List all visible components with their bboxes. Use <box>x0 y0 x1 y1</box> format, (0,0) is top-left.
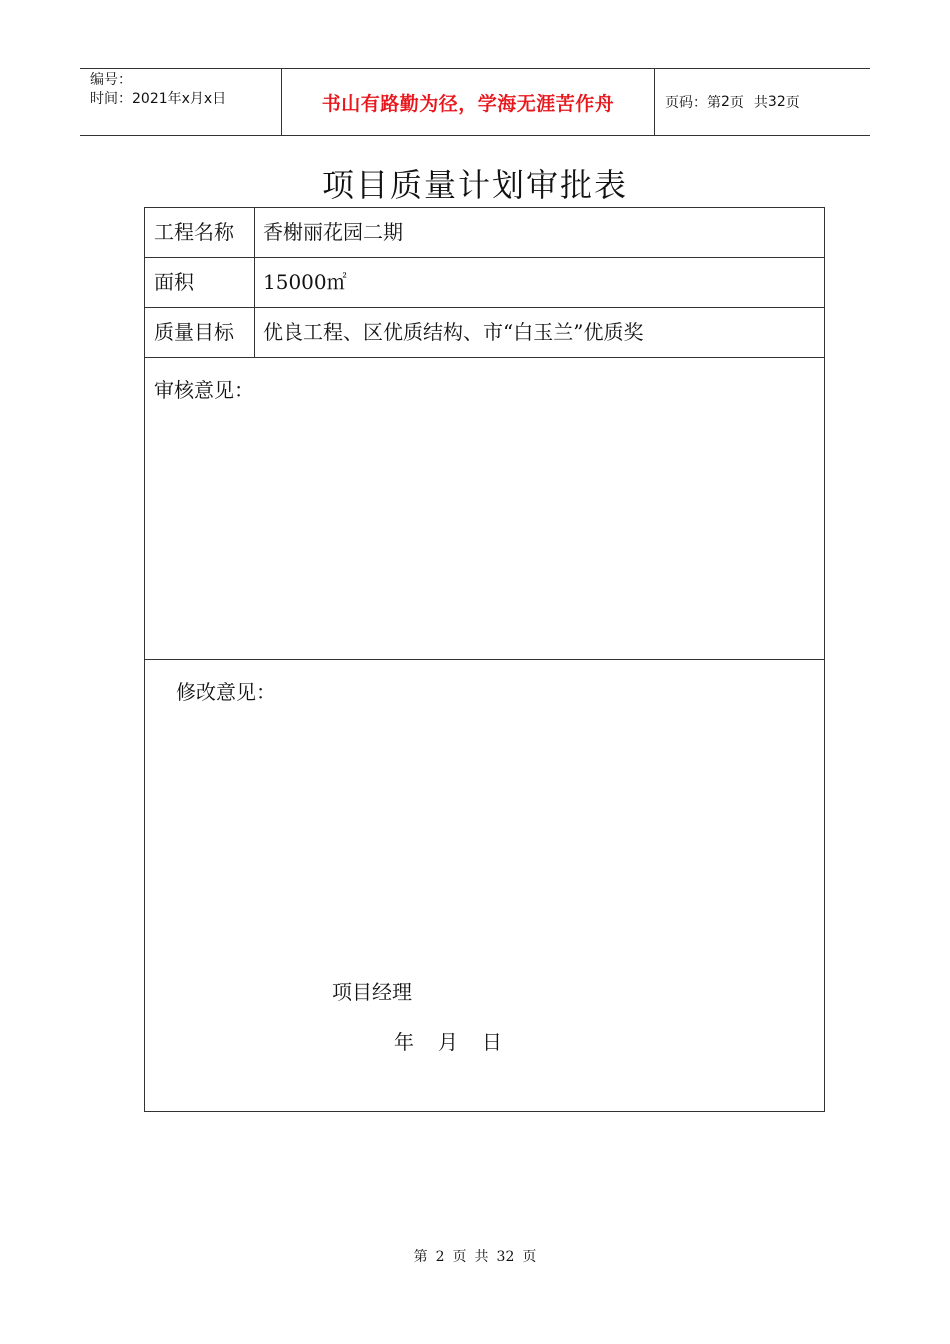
area-value: 15000㎡ <box>263 270 347 294</box>
modify-opinion-label: 修改意见： <box>176 680 276 704</box>
page-info-total: 32 <box>767 94 786 110</box>
project-name-label: 工程名称 <box>145 208 255 257</box>
header-motto: 书山有路勤为径，学海无涯苦作舟 <box>321 92 615 115</box>
area-label: 面积 <box>145 258 255 307</box>
quality-goal-label: 质量目标 <box>145 308 255 357</box>
page-footer <box>0 1246 950 1266</box>
review-opinion-label: 审核意见： <box>154 378 254 402</box>
quality-goal-value: 优良工程、区优质结构、市“白玉兰”优质奖 <box>263 320 644 344</box>
header-page-info <box>655 69 870 135</box>
footer-page-mid: 页 <box>452 1249 467 1265</box>
time-label: 时间：2021年x月x日 <box>90 91 227 107</box>
project-name-value: 香榭丽花园二期 <box>263 220 403 244</box>
page-info-prefix: 页码：第 <box>665 95 721 111</box>
page-info-mid: 页 <box>729 95 744 111</box>
approval-form <box>144 207 825 1112</box>
serial-number-label: 编号： <box>90 72 132 88</box>
page-info-suffix: 页 <box>785 95 800 111</box>
year-label: 年 <box>394 1030 414 1054</box>
header-motto-cell <box>282 69 655 135</box>
area-row <box>145 258 824 308</box>
page-info-current: 2 <box>721 94 730 110</box>
project-name-row <box>145 208 824 258</box>
quality-goal-row <box>145 308 824 358</box>
footer-total-prefix: 共 <box>474 1249 489 1265</box>
review-opinion-section <box>145 358 824 660</box>
day-label: 日 <box>482 1030 502 1054</box>
footer-page-prefix: 第 <box>413 1249 428 1265</box>
footer-page-suffix: 页 <box>522 1249 537 1265</box>
page-header <box>80 68 870 136</box>
header-meta <box>80 69 282 135</box>
footer-page-total: 32 <box>496 1249 515 1265</box>
page-info-total-prefix: 共 <box>753 95 768 111</box>
project-manager-label: 项目经理 <box>332 980 412 1004</box>
modify-opinion-section <box>145 660 824 1111</box>
page-title: 项目质量计划审批表 <box>321 166 628 204</box>
signature-date <box>394 1026 502 1055</box>
footer-page-current: 2 <box>435 1249 445 1265</box>
month-label: 月 <box>438 1030 458 1054</box>
